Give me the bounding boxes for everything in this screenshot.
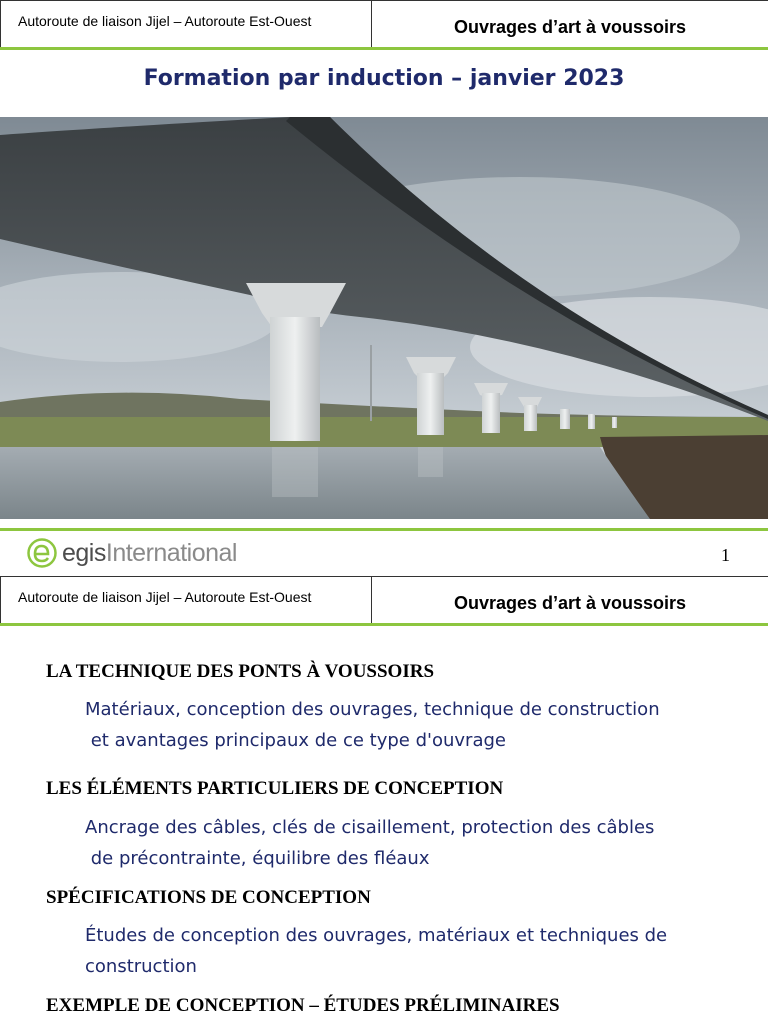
header-left-text: Autoroute de liaison Jijel – Autoroute Est-Ouest — [0, 1, 372, 47]
egis-e-icon — [26, 537, 58, 569]
logo-word-international: International — [105, 538, 237, 567]
description-line: Matériaux, conception des ouvrages, technique de construction — [85, 699, 660, 720]
section-heading: SPÉCIFICATIONS DE CONCEPTION — [46, 887, 371, 908]
header-right-text: Ouvrages d’art à voussoirs — [453, 17, 687, 37]
logo-text — [62, 539, 237, 568]
header-bar-top — [0, 0, 768, 50]
page-title: Formation par induction – janvier 2023 — [143, 66, 625, 91]
page-number: 1 — [721, 545, 730, 565]
description-line: Ancrage des câbles, clés de cisaillement, protection des câbles — [85, 817, 655, 838]
section-description — [85, 920, 735, 982]
bridge-photo — [0, 117, 768, 519]
egis-logo — [26, 537, 237, 569]
footer-strip — [0, 528, 768, 572]
section-heading: LA TECHNIQUE DES PONTS À VOUSSOIRS — [46, 661, 435, 682]
description-line: et avantages principaux de ce type d'ouvrage — [85, 730, 506, 751]
header-bar-second — [0, 576, 768, 626]
section-heading: EXEMPLE DE CONCEPTION – ÉTUDES PRÉLIMINAIRES — [46, 995, 560, 1016]
logo-word-egis: egis — [62, 538, 106, 567]
description-line: construction — [85, 956, 197, 977]
section-heading: LES ÉLÉMENTS PARTICULIERS DE CONCEPTION — [46, 778, 504, 799]
description-line: de précontrainte, équilibre des fléaux — [85, 848, 430, 869]
section-description — [85, 812, 735, 874]
description-line: Études de conception des ouvrages, matériaux et techniques de — [85, 925, 668, 946]
section-description — [85, 694, 735, 756]
header-right-text: Ouvrages d’art à voussoirs — [453, 593, 687, 613]
header-left-text: Autoroute de liaison Jijel – Autoroute Est-Ouest — [0, 577, 372, 623]
